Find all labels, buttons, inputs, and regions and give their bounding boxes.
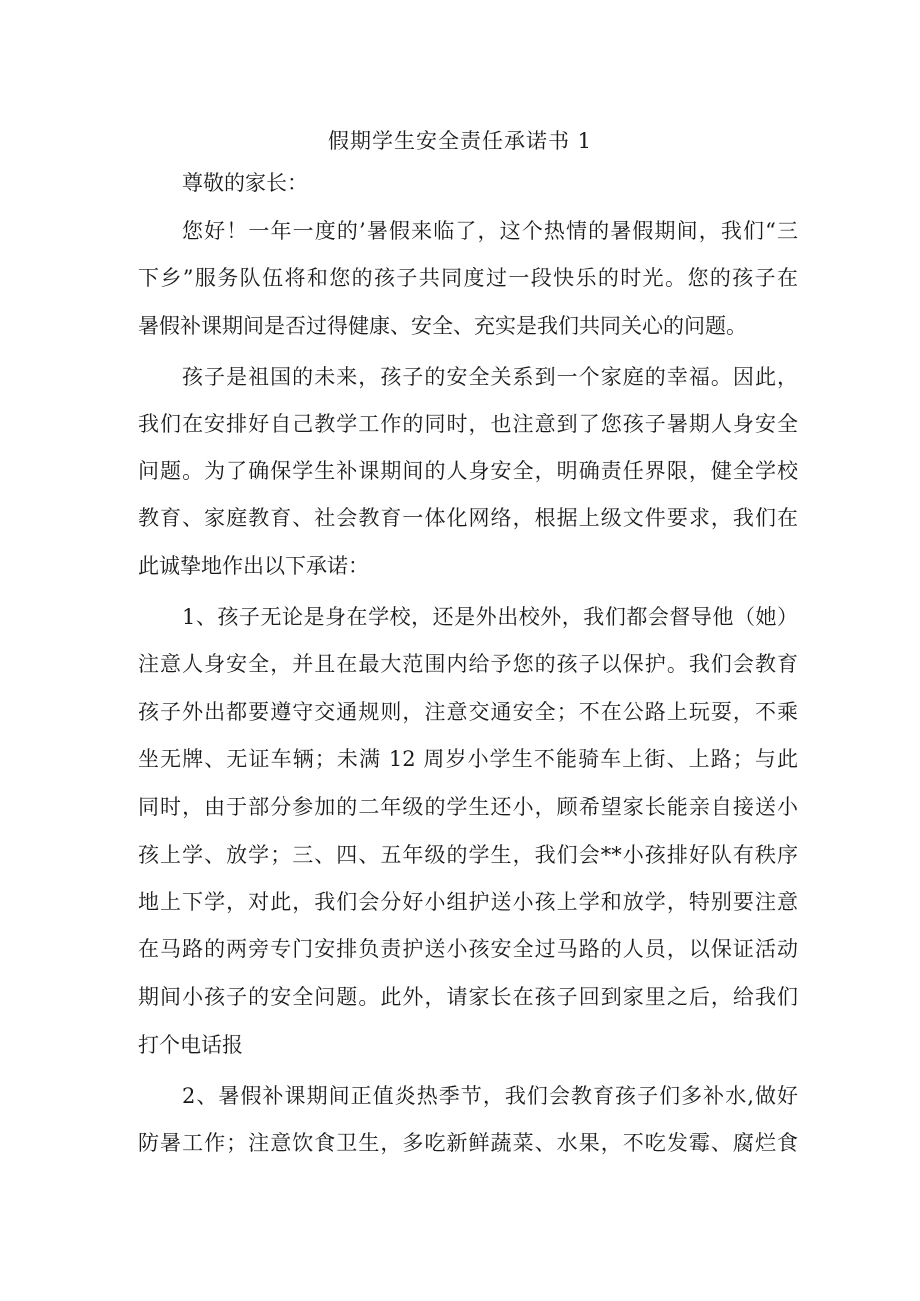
paragraph-2-line-3: 问题。为了确保学生补课期间的人身安全，明确责任界限，健全学校 bbox=[138, 459, 798, 483]
paragraph-3-line-8: 在马路的两旁专门安排负责护送小孩安全过马路的人员，以保证活动 bbox=[138, 937, 798, 961]
paragraph-2-line-1: 孩子是祖国的未来，孩子的安全关系到一个家庭的幸福。因此， bbox=[182, 365, 798, 389]
paragraph-1-line-1: 您好！一年一度的’暑假来临了，这个热情的暑假期间，我们“三 bbox=[182, 219, 798, 243]
paragraph-3-line-2: 注意人身安全，并且在最大范围内给予您的孩子以保护。我们会教育 bbox=[138, 652, 798, 676]
paragraph-1-line-2: 下乡”服务队伍将和您的孩子共同度过一段快乐的时光。您的孩子在 bbox=[138, 266, 798, 290]
paragraph-4-line-1: 2、暑假补课期间正值炎热季节，我们会教育孩子们多补水,做好 bbox=[182, 1084, 798, 1108]
paragraph-3-line-6: 孩上学、放学；三、四、五年级的学生，我们会**小孩排好队有秩序 bbox=[138, 843, 798, 867]
paragraph-1-line-3: 暑假补课期间是否过得健康、安全、充实是我们共同关心的问题。 bbox=[138, 314, 747, 338]
salutation: 尊敬的家长： bbox=[182, 171, 308, 195]
paragraph-2-line-5: 此诚挚地作出以下承诺： bbox=[138, 554, 369, 578]
paragraph-4-line-2: 防暑工作；注意饮食卫生，多吃新鲜蔬菜、水果，不吃发霉、腐烂食 bbox=[138, 1131, 798, 1155]
paragraph-3-line-9: 期间小孩子的安全问题。此外，请家长在孩子回到家里之后，给我们 bbox=[138, 985, 798, 1009]
paragraph-2-line-2: 我们在安排好自己教学工作的同时，也注意到了您孩子暑期人身安全 bbox=[138, 412, 798, 436]
document-title: 假期学生安全责任承诺书 1 bbox=[327, 129, 593, 153]
paragraph-3-line-7: 地上下学，对此，我们会分好小组护送小孩上学和放学，特别要注意 bbox=[138, 890, 798, 914]
paragraph-3-line-4: 坐无牌、无证车辆；未满 12 周岁小学生不能骑车上街、上路；与此 bbox=[138, 747, 798, 771]
paragraph-3-line-5: 同时，由于部分参加的二年级的学生还小，顾希望家长能亲自接送小 bbox=[138, 795, 798, 819]
paragraph-2-line-4: 教育、家庭教育、社会教育一体化网络，根据上级文件要求，我们在 bbox=[138, 506, 798, 530]
paragraph-3-line-1: 1、孩子无论是身在学校，还是外出校外，我们都会督导他（她） bbox=[182, 605, 798, 629]
paragraph-3-line-3: 孩子外出都要遵守交通规则，注意交通安全；不在公路上玩耍，不乘 bbox=[138, 700, 798, 724]
paragraph-3-line-10: 打个电话报 bbox=[138, 1033, 243, 1057]
